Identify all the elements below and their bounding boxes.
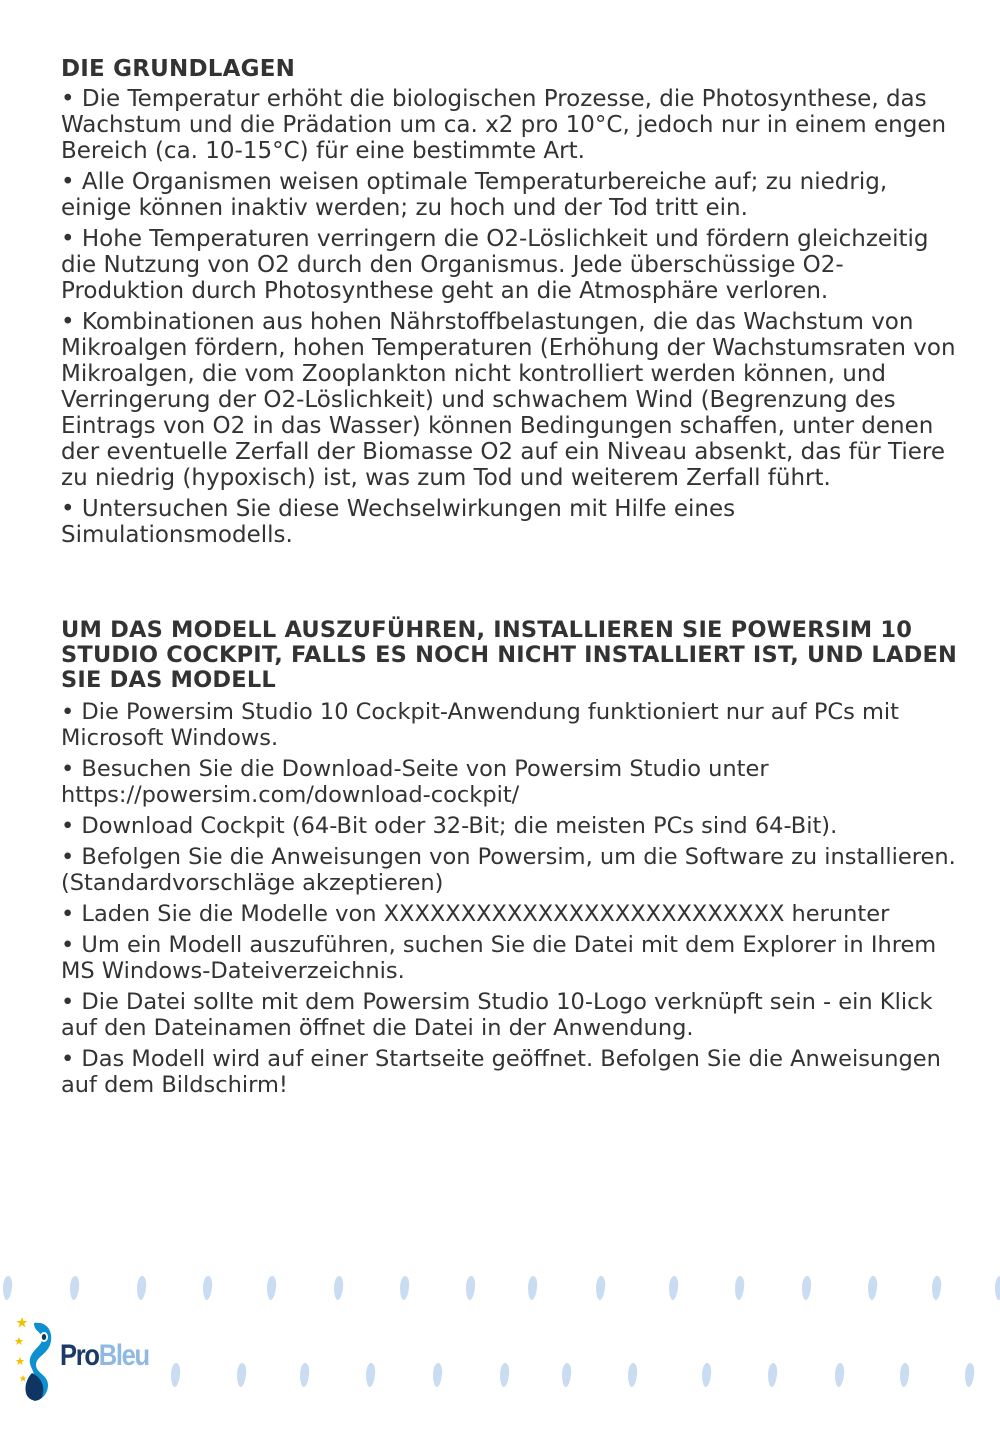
droplet-icon <box>668 1276 679 1301</box>
droplet-icon <box>236 1363 247 1388</box>
bullet-item: • Hohe Temperaturen verringern die O2-Löslichkeit und fördern gleichzeitig die Nutzung von O2 durch den Organismus. Jede überschüssige O2-Produktion durch Photosynthese geht an die Atmosphäre verloren. <box>61 226 929 304</box>
bullet-item: • Befolgen Sie die Anweisungen von Powersim, um die Software zu installieren. (Standardvorschläge akzeptieren) <box>61 844 956 896</box>
bullet-item: • Laden Sie die Modelle von XXXXXXXXXXXXXXXXXXXXXXXXXX herunter <box>61 901 890 927</box>
droplet-icon <box>365 1363 376 1388</box>
droplet-icon <box>499 1363 510 1388</box>
probleu-logo <box>14 1315 149 1405</box>
bullet-item: • Die Temperatur erhöht die biologischen Prozesse, die Photosynthese, das Wachstum und die Prädation um ca. x2 pro 10°C, jedoch nur in einem engen Bereich (ca. 10-15°C) für eine bestimmte Art. <box>61 86 947 164</box>
droplet-icon <box>931 1276 942 1301</box>
droplet-icon <box>561 1363 572 1388</box>
logo-text-pro: Pro <box>60 1339 99 1372</box>
bullet-item: • Die Datei sollte mit dem Powersim Studio 10-Logo verknüpft sein - ein Klick auf den Dateinamen öffnet die Datei in der Anwendung. <box>61 989 933 1041</box>
bullet-item: • Download Cockpit (64-Bit oder 32-Bit; die meisten PCs sind 64-Bit). <box>61 813 838 839</box>
droplet-icon <box>834 1363 845 1388</box>
droplet-icon <box>627 1363 638 1388</box>
droplet-icon <box>767 1363 778 1388</box>
droplet-icon <box>994 1276 1000 1301</box>
droplet-icon <box>333 1276 344 1301</box>
droplet-icon <box>2 1276 13 1301</box>
probleu-swimmer-icon <box>14 1315 60 1403</box>
droplet-icon <box>136 1276 147 1301</box>
droplet-icon <box>867 1276 878 1301</box>
bullet-item: • Die Powersim Studio 10 Cockpit-Anwendung funktioniert nur auf PCs mit Microsoft Windows. <box>61 699 899 751</box>
droplet-icon <box>801 1276 812 1301</box>
droplet-icon <box>170 1363 181 1388</box>
droplet-icon <box>266 1276 277 1301</box>
section-heading: DIE GRUNDLAGEN <box>61 56 296 82</box>
bullet-item: • Untersuchen Sie diese Wechselwirkungen mit Hilfe eines Simulationsmodells. <box>61 496 736 548</box>
droplet-icon <box>734 1276 745 1301</box>
section-basics <box>61 56 961 548</box>
bullet-item: • Das Modell wird auf einer Startseite geöffnet. Befolgen Sie die Anweisungen auf dem Bildschirm! <box>61 1046 941 1098</box>
bullet-item: • Kombinationen aus hohen Nährstoffbelastungen, die das Wachstum von Mikroalgen fördern, hohen Temperaturen (Erhöhung der Wachstumsraten von Mikroalgen, die vom Zooplankton nicht kontrolliert werden können, und Verringerung der O2-Löslichkeit) und schwachem Wind (Begrenzung des Eintrags von O2 in das Wasser) können Bedingungen schaffen, unter denen der eventuelle Zerfall der Biomasse O2 auf ein Niveau absenkt, das für Tiere zu niedrig (hypoxisch) ist, was zum Tod und weiterem Zerfall führt. <box>61 309 956 491</box>
bullet-item: • Alle Organismen weisen optimale Temperaturbereiche auf; zu niedrig, einige können inaktiv werden; zu hoch und der Tod tritt ein. <box>61 169 888 221</box>
droplet-icon <box>465 1276 476 1301</box>
document-body <box>61 56 961 1103</box>
droplet-icon <box>299 1363 310 1388</box>
bullet-item: • Besuchen Sie die Download-Seite von Powersim Studio unter https://powersim.com/download-cockpit/ <box>61 756 769 808</box>
bullet-item: • Um ein Modell auszuführen, suchen Sie die Datei mit dem Explorer in Ihrem MS Windows-Dateiverzeichnis. <box>61 932 937 984</box>
section-install <box>61 618 961 1098</box>
droplet-icon <box>202 1276 213 1301</box>
droplet-icon <box>69 1276 80 1301</box>
droplet-icon <box>701 1363 712 1388</box>
droplet-icon <box>595 1276 606 1301</box>
droplet-icon <box>527 1276 538 1301</box>
droplet-icon <box>399 1276 410 1301</box>
droplet-icon <box>964 1363 975 1388</box>
footer <box>0 1260 1000 1444</box>
logo-wordmark <box>60 1339 149 1373</box>
droplet-icon <box>432 1363 443 1388</box>
droplet-icon <box>899 1363 910 1388</box>
logo-text-bleu: Bleu <box>98 1339 149 1372</box>
section-heading: UM DAS MODELL AUSZUFÜHREN, INSTALLIEREN SIE POWERSIM 10 STUDIO COCKPIT, FALLS ES NOCH NICHT INSTALLIERT IST, UND LADEN SIE DAS MODELL <box>61 617 958 693</box>
